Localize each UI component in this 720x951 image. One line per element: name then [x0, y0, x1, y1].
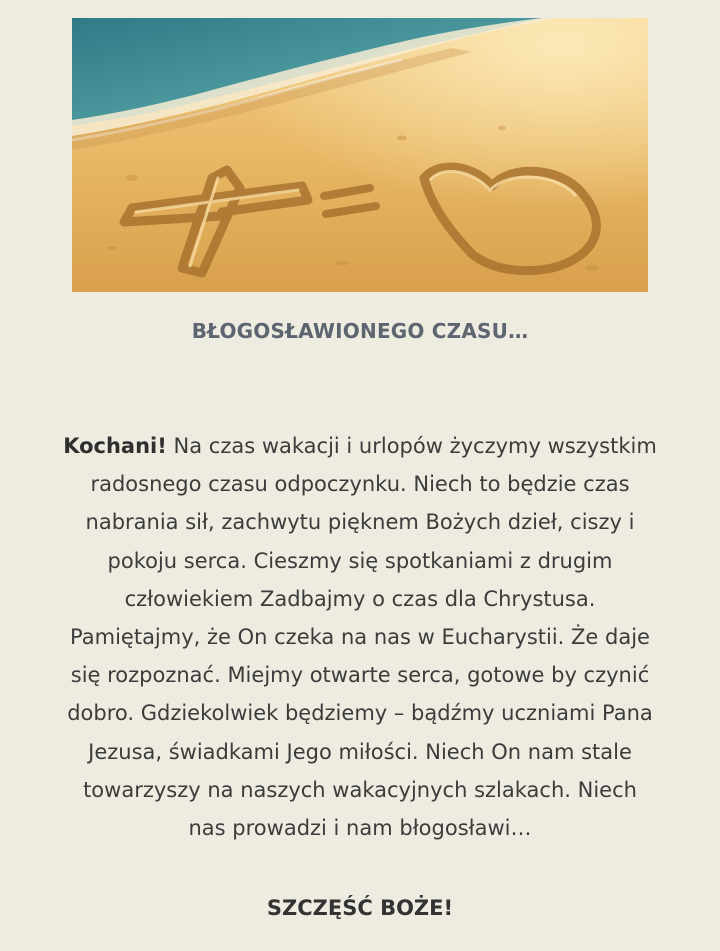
greeting: Kochani!: [63, 434, 167, 458]
post-title: BŁOGOSŁAWIONEGO CZASU…: [191, 319, 529, 343]
body-text: Na czas wakacji i urlopów życzymy wszystkim radosnego czasu odpoczynku. Niech to będzie czas nabrania sił, zachwytu pięknem Bożych dzieł, ciszy i pokoju serca. Cieszmy się spotkaniami z drugim człowiekiem Zadbajmy o czas dla Chrystusa. Pamiętajmy, że On czeka na nas w Eucharystii. Że daje się rozpoznać. Miejmy otwarte serca, gotowe by czynić dobro. Gdziekolwiek będziemy – bądźmy uczniami Pana Jezusa, świadkami Jego miłości. Niech On nam stale towarzyszy na naszych wakacyjnych szlakach. Niech nas prowadzi i nam błogosławi…: [67, 434, 657, 841]
signoff: SZCZĘŚĆ BOŻE!: [266, 896, 454, 920]
post-body: [62, 427, 658, 847]
hero-image: [72, 18, 648, 292]
